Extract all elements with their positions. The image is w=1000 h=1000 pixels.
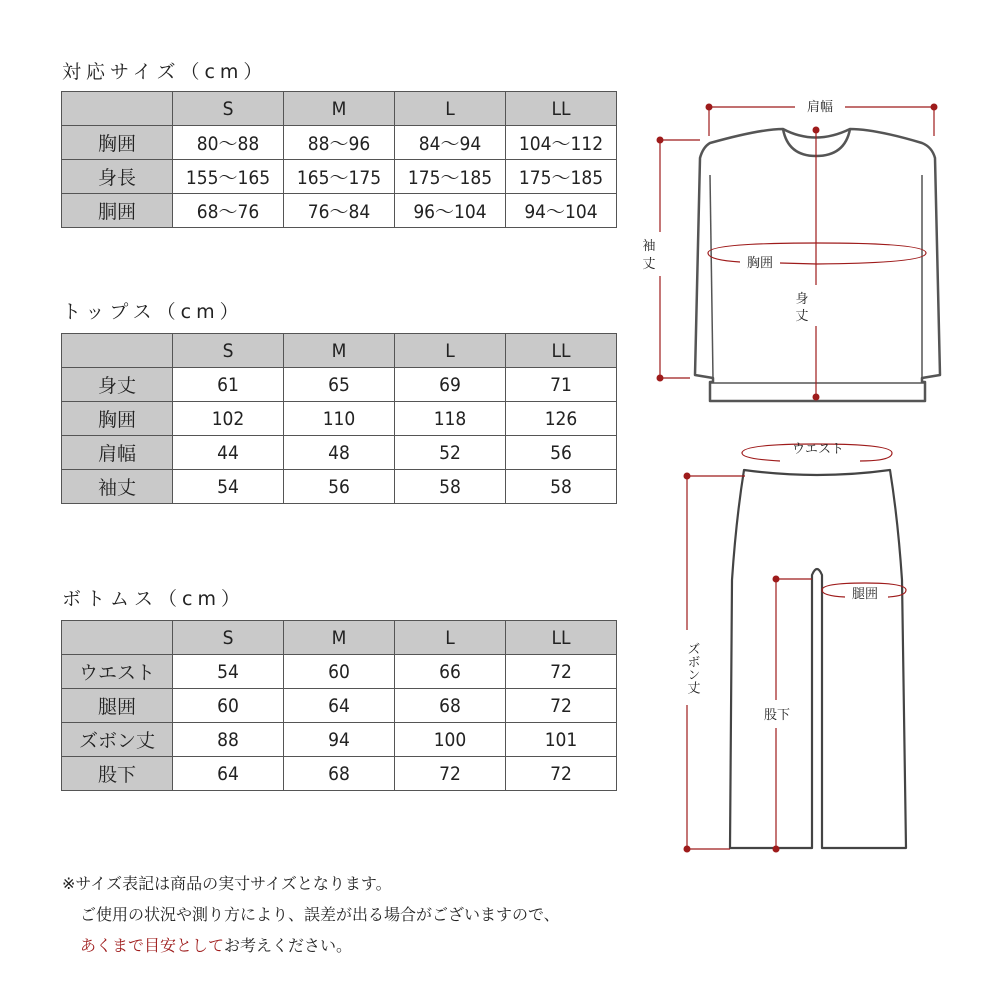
col-header: L — [395, 334, 506, 368]
body-label-2: 丈 — [795, 309, 809, 324]
row-header: 胸囲 — [62, 402, 173, 436]
cell: 72 — [506, 689, 617, 723]
cell: 110 — [284, 402, 395, 436]
dot — [773, 576, 780, 583]
col-header: M — [284, 621, 395, 655]
cell: 101 — [506, 723, 617, 757]
dot — [706, 104, 713, 111]
cell: 56 — [284, 470, 395, 504]
bottoms-table-title: ボトムス（cm） — [62, 588, 245, 610]
note-line-2: ご使用の状況や測り方により、誤差が出る場合がございますので、 — [80, 905, 560, 924]
cell: 68〜76 — [173, 194, 284, 228]
cell: 68 — [284, 757, 395, 791]
row-header: ウエスト — [62, 655, 173, 689]
row-header: 肩幅 — [62, 436, 173, 470]
cell: 104〜112 — [506, 126, 617, 160]
cell: 61 — [173, 368, 284, 402]
cell: 72 — [506, 655, 617, 689]
cell: 175〜185 — [395, 160, 506, 194]
col-header: M — [284, 92, 395, 126]
row-header: 股下 — [62, 757, 173, 791]
cell: 72 — [395, 757, 506, 791]
pants-illustration — [730, 470, 906, 848]
cell: 76〜84 — [284, 194, 395, 228]
note-highlight: あくまで目安として — [80, 936, 225, 955]
col-header: L — [395, 621, 506, 655]
note-line-1: ※サイズ表記は商品の実寸サイズとなります。 — [62, 874, 392, 893]
cell: 155〜165 — [173, 160, 284, 194]
note-rest: お考えください。 — [224, 936, 353, 955]
chest-label: 胸囲 — [746, 256, 774, 271]
cell: 94 — [284, 723, 395, 757]
sleeve-label-1: 袖 — [642, 239, 656, 254]
cell: 58 — [395, 470, 506, 504]
dot — [657, 137, 664, 144]
cell: 66 — [395, 655, 506, 689]
cell: 126 — [506, 402, 617, 436]
row-header: ズボン丈 — [62, 723, 173, 757]
cell: 175〜185 — [506, 160, 617, 194]
cell: 48 — [284, 436, 395, 470]
col-header: LL — [506, 334, 617, 368]
row-header: 腿囲 — [62, 689, 173, 723]
cell: 88〜96 — [284, 126, 395, 160]
thigh-label: 腿囲 — [851, 587, 879, 602]
cell: 71 — [506, 368, 617, 402]
cell: 94〜104 — [506, 194, 617, 228]
col-header: S — [173, 334, 284, 368]
dot — [773, 846, 780, 853]
dot — [813, 127, 820, 134]
cell: 64 — [173, 757, 284, 791]
inseam-label: 股下 — [763, 708, 791, 723]
cell: 80〜88 — [173, 126, 284, 160]
cell: 165〜175 — [284, 160, 395, 194]
col-header: L — [395, 92, 506, 126]
cell: 68 — [395, 689, 506, 723]
sleeve-label-2: 丈 — [642, 257, 656, 272]
cell: 60 — [173, 689, 284, 723]
pants-length-label: ズボン丈 — [684, 642, 700, 694]
row-header: 身長 — [62, 160, 173, 194]
tops-table-title: トップス（cm） — [62, 301, 244, 323]
sweatshirt-illustration — [695, 129, 940, 401]
cell: 65 — [284, 368, 395, 402]
cell: 54 — [173, 655, 284, 689]
row-header: 胸囲 — [62, 126, 173, 160]
col-header: LL — [506, 621, 617, 655]
waist-label: ウエスト — [791, 442, 845, 457]
size-table-title: 対応サイズ（cm） — [62, 61, 268, 83]
cell: 84〜94 — [395, 126, 506, 160]
cell: 72 — [506, 757, 617, 791]
sweatshirt-body — [695, 129, 940, 401]
cell: 96〜104 — [395, 194, 506, 228]
cell: 60 — [284, 655, 395, 689]
pants-measure-lines — [684, 444, 906, 849]
left-sleeve-seam — [710, 175, 713, 378]
dot — [931, 104, 938, 111]
cell: 52 — [395, 436, 506, 470]
cell: 69 — [395, 368, 506, 402]
row-header: 胴囲 — [62, 194, 173, 228]
cell: 102 — [173, 402, 284, 436]
cell: 56 — [506, 436, 617, 470]
pants-outline — [730, 470, 906, 848]
dot — [684, 846, 691, 853]
col-header: M — [284, 334, 395, 368]
cell: 44 — [173, 436, 284, 470]
dot — [684, 473, 691, 480]
cell: 100 — [395, 723, 506, 757]
cell: 64 — [284, 689, 395, 723]
dot — [657, 375, 664, 382]
shoulder-label: 肩幅 — [806, 100, 834, 115]
cell: 118 — [395, 402, 506, 436]
col-header: LL — [506, 92, 617, 126]
cell: 54 — [173, 470, 284, 504]
dot — [813, 394, 820, 401]
cell: 58 — [506, 470, 617, 504]
body-label-1: 身 — [795, 292, 809, 307]
col-header: S — [173, 92, 284, 126]
col-header: S — [173, 621, 284, 655]
row-header: 身丈 — [62, 368, 173, 402]
row-header: 袖丈 — [62, 470, 173, 504]
chest-ellipse — [708, 243, 926, 264]
cell: 88 — [173, 723, 284, 757]
